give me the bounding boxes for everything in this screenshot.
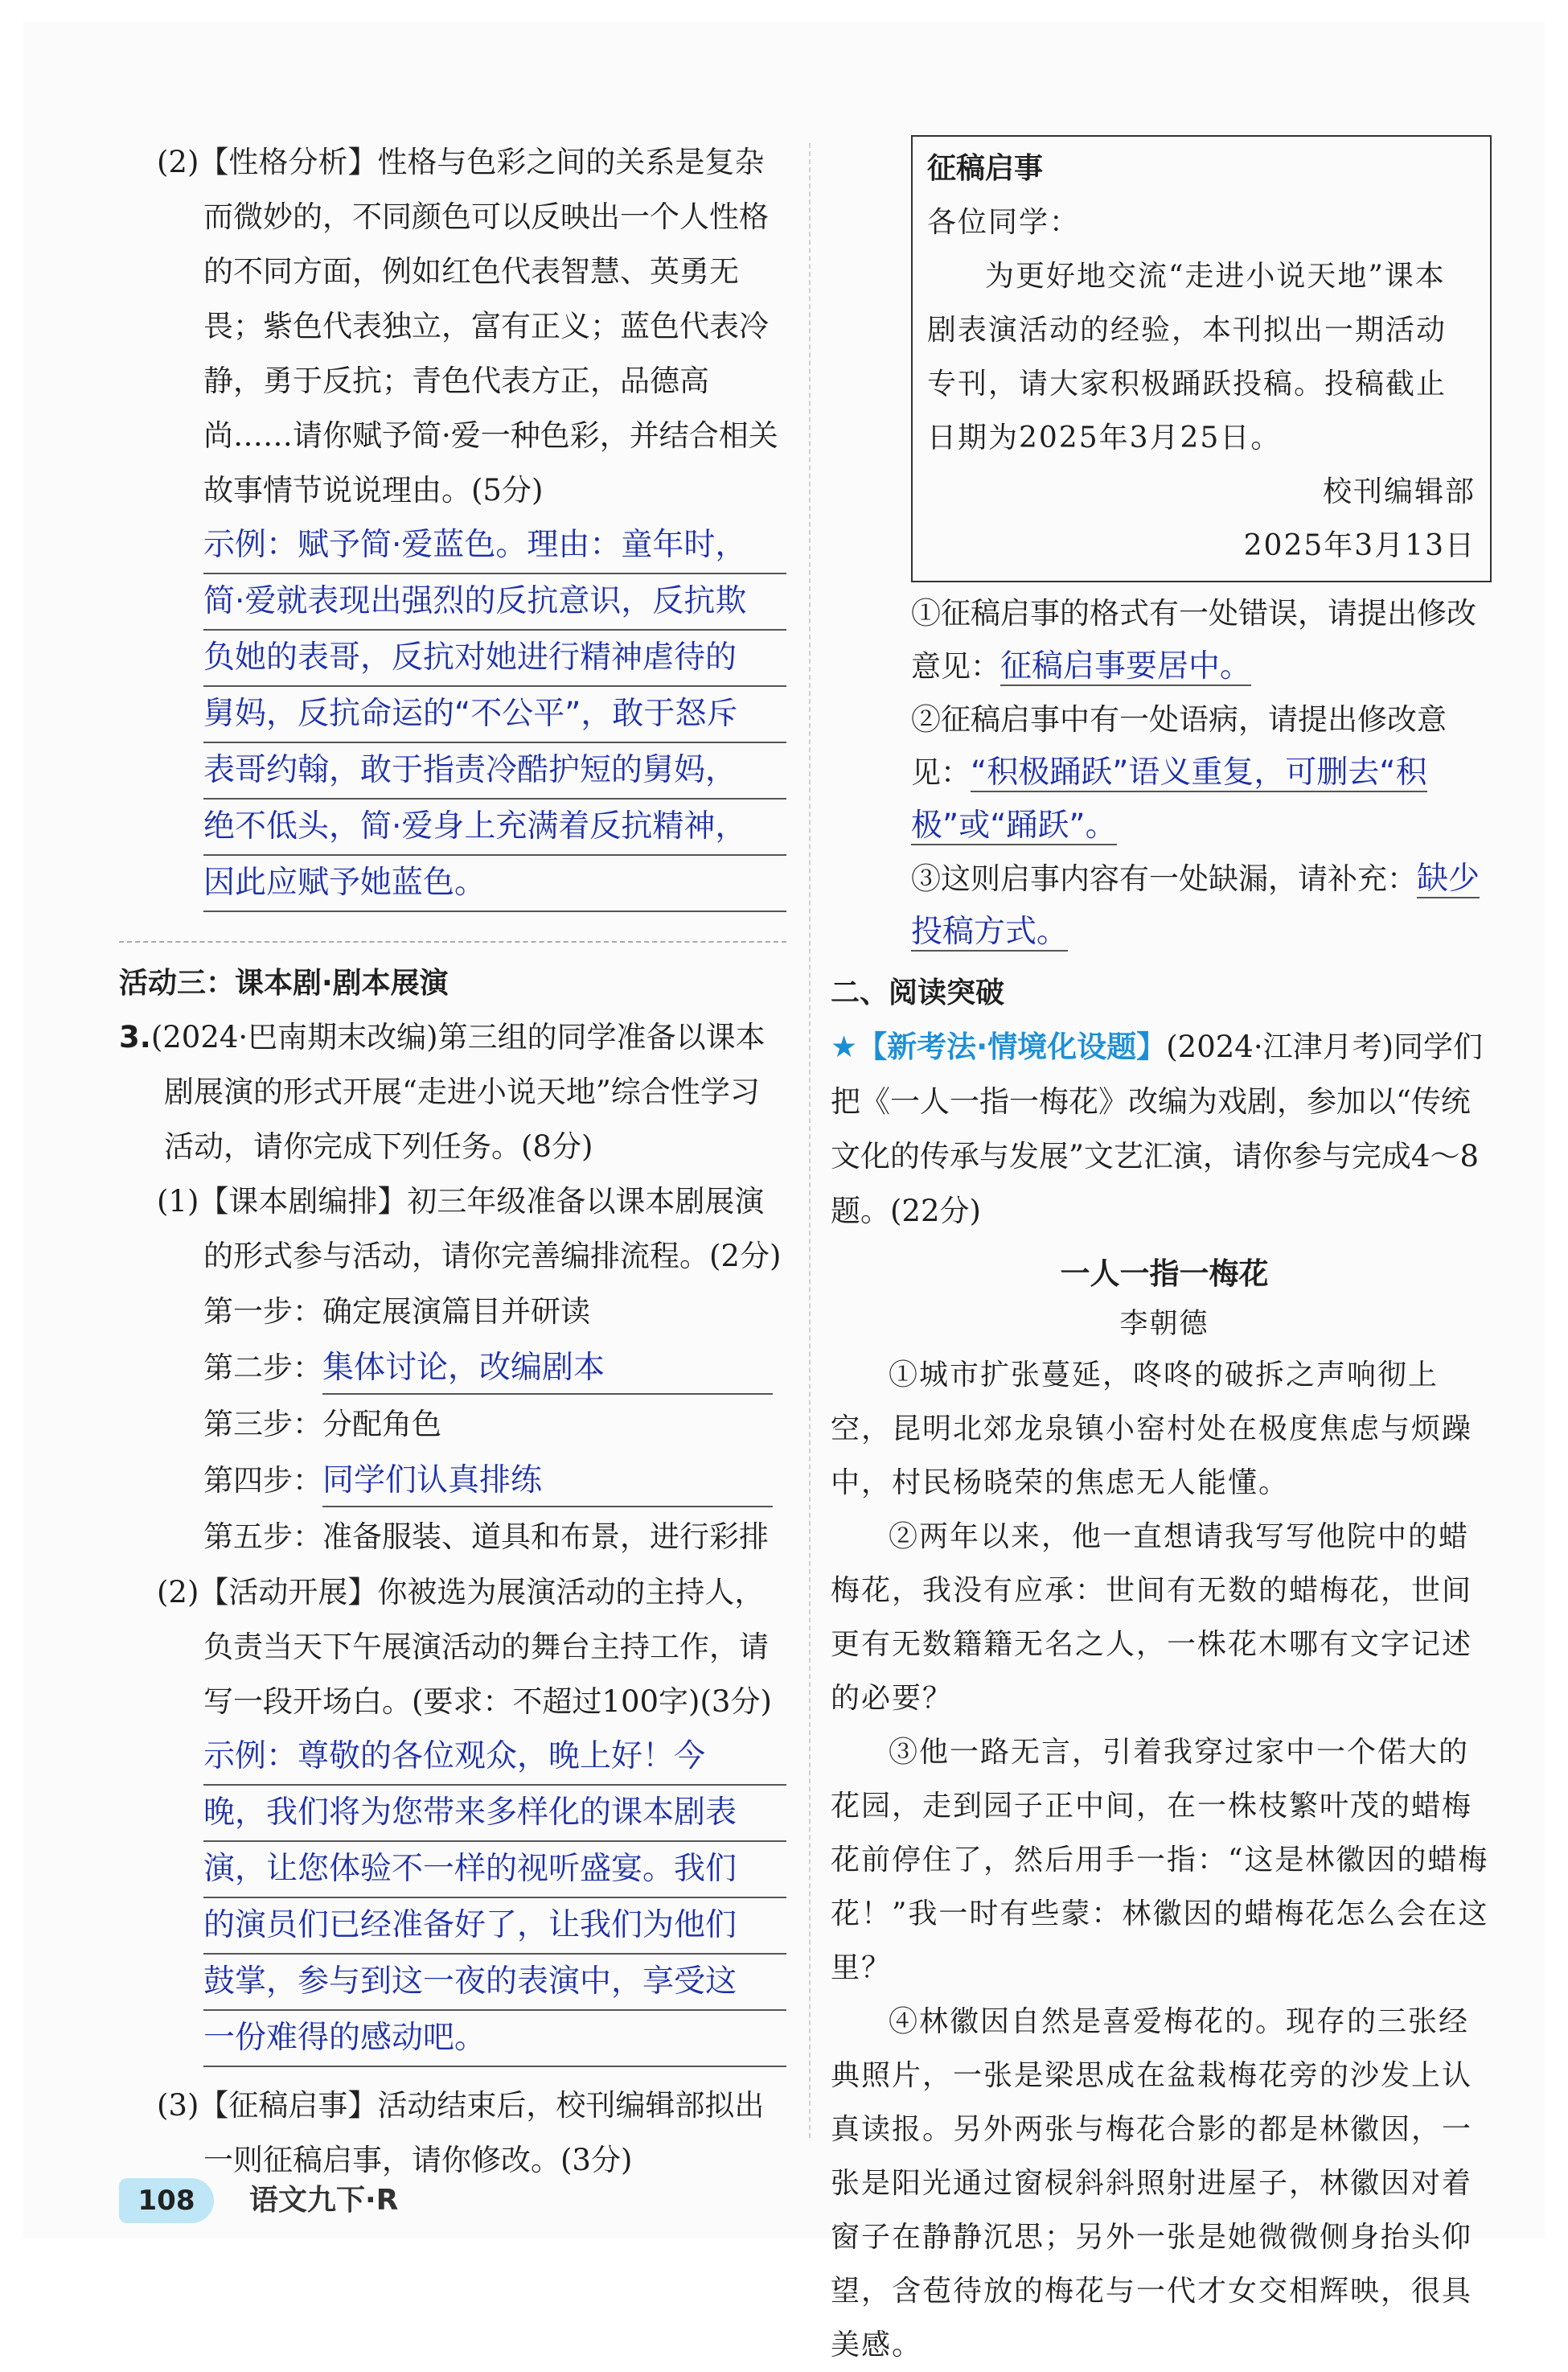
step-label: 第四步：	[203, 1463, 322, 1498]
right-column	[831, 135, 1498, 2372]
notice-body: 为更好地交流“走进小说天地”课本剧表演活动的经验，本刊拟出一期活动专刊，请大家积极踊跃投稿。投稿截止日期为2025年3月25日。	[927, 260, 1447, 454]
article-paragraph: ②两年以来，他一直想请我写写他院中的蜡梅花，我没有应承：世间有无数的蜡梅花，世间更有无数籍籍无名之人，一株花木哪有文字记述的必要？	[831, 1520, 1473, 1715]
answer-text: “积极踊跃”语义重复，可删去“积极”或“踊跃”。	[911, 754, 1427, 844]
book-title: 语文九下·R	[249, 2184, 399, 2217]
reading-section-heading: 二、阅读突破	[831, 976, 1005, 1009]
notice-question-3	[831, 853, 1498, 959]
answer-opening-speech	[119, 1729, 786, 2067]
notice-question-1	[831, 587, 1498, 693]
question-2-character-analysis: (2)【性格分析】性格与色彩之间的关系是复杂而微妙的，不同颜色可以反映出一个人性格的不同方面，例如红色代表智慧、英勇无畏；紫色代表独立，富有正义；蓝色代表冷静，勇于反抗；青色代表方正，品德高尚……请你赋予简·爱一种色彩，并结合相关故事情节说说理由。(5分)	[157, 145, 778, 508]
step-text: 分配角色	[322, 1407, 441, 1441]
answer-line: 晚，我们将为您带来多样化的课本剧表	[203, 1786, 786, 1842]
star-icon: ★	[831, 1030, 858, 1064]
notice-question-2	[831, 693, 1498, 853]
answer-line: 一份难得的感动吧。	[203, 2011, 786, 2067]
article-paragraph: ④林徽因自然是喜爱梅花的。现存的三张经典照片，一张是梁思成在盆栽梅花旁的沙发上认真读报。另外两张与梅花合影的都是林徽因，一张是阳光通过窗棂斜斜照射进屋子，林徽因对着窗子在静静沉思；另外一张是她微微侧身抬头仰望，含苞待放的梅花与一代才女交相辉映，很具美感。	[831, 2005, 1473, 2362]
step-4	[119, 1453, 786, 1509]
step-label: 第二步：	[203, 1350, 322, 1385]
question-3-1: (1)【课本剧编排】初三年级准备以课本剧展演的形式参与活动，请你完善编排流程。(2分)	[157, 1184, 782, 1273]
call-for-papers-box	[911, 135, 1492, 582]
new-exam-tag: 【新考法·情境化设题】	[857, 1030, 1167, 1064]
notice-date: 2025年3月13日	[1243, 529, 1476, 562]
question-number: 3.	[119, 1020, 151, 1054]
answer-line: 因此应赋予她蓝色。	[203, 856, 786, 912]
section-divider	[119, 941, 786, 943]
question-text: ②征稿启事中有一处语病，请提出修改意见：	[911, 702, 1447, 790]
question-text: ③这则启事内容有一处缺漏，请补充：	[911, 861, 1417, 896]
question-3-2: (2)【活动开展】你被选为展演活动的主持人，负责当天下午展演活动的舞台主持工作，请写一段开场白。(要求：不超过100字)(3分)	[157, 1575, 772, 1719]
left-column	[119, 135, 786, 2188]
answer-line: 示例：尊敬的各位观众，晚上好！今	[203, 1729, 786, 1786]
activity-3-heading: 活动三：课本剧·剧本展演	[119, 967, 449, 1000]
column-divider	[809, 143, 811, 2138]
step-answer: 同学们认真排练	[322, 1456, 773, 1507]
article-title: 一人一指一梅花	[1060, 1256, 1269, 1291]
notice-signature: 校刊编辑部	[1322, 475, 1476, 508]
answer-line: 演，让您体验不一样的视听盛宴。我们	[203, 1842, 786, 1898]
step-answer: 集体讨论，改编剧本	[322, 1343, 773, 1395]
answer-line: 简·爱就表现出强烈的反抗意识，反抗欺	[203, 574, 786, 631]
page-number: 108	[119, 2178, 214, 2223]
step-text: 准备服装、道具和布景，进行彩排	[322, 1519, 769, 1554]
answer-character-analysis	[119, 518, 786, 912]
answer-line: 舅妈，反抗命运的“不公平”，敢于怒斥	[203, 687, 786, 743]
step-3	[119, 1396, 786, 1453]
answer-line: 的演员们已经准备好了，让我们为他们	[203, 1898, 786, 1955]
answer-line: 示例：赋予简·爱蓝色。理由：童年时，	[203, 518, 786, 574]
answer-line: 表哥约翰，敢于指责冷酷护短的舅妈，	[203, 743, 786, 800]
question-text: ①征稿启事的格式有一处错误，请提出修改意见：	[911, 596, 1476, 684]
step-5	[119, 1509, 786, 1565]
step-text: 确定展演篇目并研读	[322, 1294, 590, 1329]
answer-line: 负她的表哥，反抗对她进行精神虐待的	[203, 631, 786, 687]
reading-intro	[831, 1020, 1498, 1239]
step-label: 第三步：	[203, 1407, 322, 1441]
reading-intro-text: (2024·江津月考)同学们把《一人一指一梅花》改编为戏剧，参加以“传统文化的传承与发展”文艺汇演，请你参与完成4～8题。(22分)	[831, 1030, 1484, 1228]
article-paragraph: ①城市扩张蔓延，咚咚的破拆之声响彻上空，昆明北郊龙泉镇小窑村处在极度焦虑与烦躁中，村民杨晓荣的焦虑无人能懂。	[831, 1359, 1473, 1499]
answer-line: 绝不低头，简·爱身上充满着反抗精神，	[203, 800, 786, 856]
step-1	[119, 1284, 786, 1340]
notice-title: 征稿启事	[927, 152, 1044, 185]
step-2	[119, 1340, 786, 1396]
workbook-page	[23, 23, 1545, 2362]
article-paragraph: ③他一路无言，引着我穿过家中一个偌大的花园，走到园子正中间，在一株枝繁叶茂的蜡梅花前停住了，然后用手一指：“这是林徽因的蜡梅花！”我一时有些蒙：林徽因的蜡梅花怎么会在这里？	[831, 1736, 1489, 1984]
step-label: 第五步：	[203, 1519, 322, 1554]
question-3-text: (2024·巴南期末改编)第三组的同学准备以课本剧展演的形式开展“走进小说天地”综合性学习活动，请你完成下列任务。(8分)	[150, 1020, 766, 1164]
steps-list	[119, 1284, 786, 1565]
answer-line: 鼓掌，参与到这一夜的表演中，享受这	[203, 1955, 786, 2011]
step-label: 第一步：	[203, 1294, 322, 1329]
question-3-3: (3)【征稿启事】活动结束后，校刊编辑部拟出一则征稿启事，请你修改。(3分)	[157, 2088, 765, 2177]
answer-text: 缺少投稿方式。	[911, 861, 1480, 950]
notice-greeting: 各位同学：	[927, 206, 1081, 239]
article-author: 李朝德	[1119, 1308, 1209, 1340]
question-3-stem	[119, 1010, 786, 1174]
answer-text: 征稿启事要居中。	[1000, 648, 1252, 684]
